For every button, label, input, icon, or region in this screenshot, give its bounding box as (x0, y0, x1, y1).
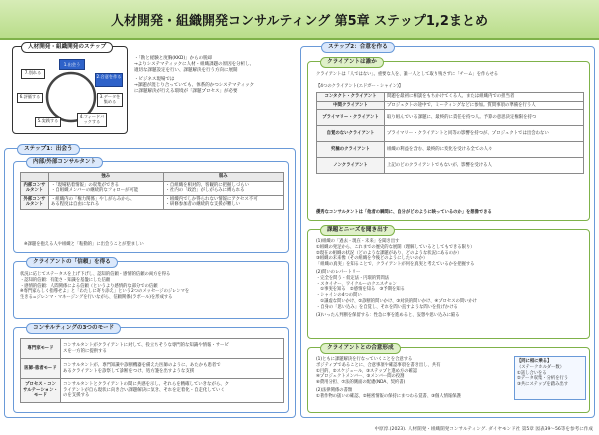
col-weakness: 弱み (163, 173, 283, 182)
client-type-3-label: プライマリー・クライアント (317, 110, 385, 126)
agreement-side-box (514, 356, 586, 400)
agreement-line-7: (2)法律関係の書類 (316, 387, 353, 393)
step2-panel (300, 46, 595, 418)
issues-line-11: ・シャインの4つの問い (316, 293, 362, 299)
agreement-side-sub: （ステークホルダー数） (517, 364, 565, 370)
client-type-1-text: 問題を最初に相談をもちかけてくる人。または組織内での担当者 (385, 93, 584, 102)
trust-line-2: ・認知的信頼：有能さ・知識を基盤にした信頼 (20, 277, 111, 283)
agreement-line-8: ①著作物の扱いの確認、②秘密情報の保持にまつわる覚書、③個人情報保護 (316, 393, 461, 399)
step-node-5: 5.実践する (35, 117, 61, 127)
trust-panel (13, 261, 289, 319)
internal-external-table (20, 172, 284, 210)
client-type-4-label: 自覚のないクライアント (317, 126, 385, 142)
note-line-5: →課題が混じり合っていても、体系的かつシステマティック (134, 83, 255, 89)
who-client-intro: クライアントは「人ではない」。重要な人を、誰一人として取り残さずに「チーム」を作らせる (316, 72, 499, 77)
issues-line-10: ①事実を知る ②感情を知る ③予期を知る (316, 287, 405, 293)
row1-weakness-1: ・自組織を相対的、客観的に把握しづらい (165, 182, 249, 188)
issues-line-5: 「組織の真実」を知ることで、クライアントが何を真実と考えているかを把握する (316, 262, 475, 268)
step-node-4: 4.フィードバックする (77, 113, 107, 127)
agreement-side-title: 【同に相に乗る】 (517, 359, 552, 364)
row2-weakness-2: ・研修参加者の継続的な支援が難しい (165, 202, 241, 208)
modes-chip: コンサルティングの3つのモード (26, 323, 121, 334)
client-type-4-text: プライマリー・クライアントと同等の影響を持つが、プロジェクトでは出会わない (385, 126, 584, 142)
client-type-6-text: 上記のどのクライアントでもないが、影響を受ける人 (385, 158, 584, 174)
who-client-sub: 【4つのクライアント(エドガー・シャイン)】 (316, 84, 404, 89)
agreement-line-3: ①目的、②スケジュール、③ステップと進め方の確認 (316, 368, 418, 374)
modes-table (20, 338, 284, 403)
step-node-2: 2.合意を作る (95, 73, 123, 87)
row1-weakness-2: ・社内の「政治」がしがらみに縛られる (165, 188, 245, 194)
steps-diagram-header: 人材開発・組織開発のステップ (21, 42, 113, 53)
agreement-line-5: ⑥費用分担、⑦法的側面の配慮(NDA、契約書) (316, 380, 406, 386)
mode-doctor-label: 医師-患者モード (21, 359, 61, 379)
client-type-2-text: プロジェクトの途中で、ミーティングなどに参加。質問事項の準備を行う人 (385, 101, 584, 110)
note-line-1: ・「勘と経験と度胸(KKD)」からの脱却 (134, 56, 213, 61)
note-line-2: →よりシステマティックに人材・組織課題の原因を分析し、 (134, 62, 255, 68)
trust-chip: クライアントの「信頼」を得る (26, 257, 118, 268)
modes-panel (13, 327, 289, 413)
issues-line-13: ・自身の「思い込み」を自覚し、それを問い直すような問いを投げかける (316, 304, 458, 310)
steps-diagram-panel (12, 46, 128, 134)
mode-expert-text-2: スを一方的に提供する (63, 348, 107, 354)
trust-line-3: ・感情的信頼：人間関係による信頼（というより感情的な部分での信頼 (20, 283, 158, 289)
mode-process-text-1: コンサルタントとクライアントの間に共感を示し、それらを精確していきながら、ク (63, 382, 230, 388)
row2-strength-2: ある程度は自由になれる (51, 202, 100, 208)
mode-process-text-2: ライアントが自ら現状に向き合い課題解決に気き、それを定着化・自走化していく (63, 387, 225, 393)
agreement-side-line-1: ①話し合いをる (517, 370, 547, 376)
note-line-3: 適切な課題設定を行い、課題解決を行う方向に展開 (134, 68, 238, 74)
who-client-closing: 優秀なコンサルタントは「他者の瞬間に、自分がどのように映っているのか」を想像できる (316, 210, 492, 215)
issues-line-7: (2)問いのレパートリー (316, 269, 361, 275)
row-internal-label: 内部コンサルタント (21, 181, 49, 195)
client-type-5-label: 究極のクライアント (317, 142, 385, 158)
internal-external-panel (13, 161, 289, 253)
step-node-7: 7.別れる (21, 69, 45, 79)
mode-doctor-text-2: あるクライアントを診察して診断をつけ、処方箋を出すような支援 (63, 368, 195, 374)
mode-process-label: プロセス・コンサルテーション・モード (21, 379, 61, 403)
step-node-1: 1.出会う (59, 59, 85, 70)
client-type-5-text: 組織の利益を含む、最終的に変化を受ける全ての人々 (385, 142, 584, 158)
page-title: 人材開発・組織開発コンサルティング 第5章 ステップ1,2まとめ (0, 0, 599, 40)
internal-external-chip: 内部/外部コンサルタント (26, 157, 103, 168)
agreement-side-line-3: ③共にステップを踏み出す (517, 382, 569, 388)
trust-line-5: 生きる=ジレンマ・マネージングを行いながら、信頼関係(ラポール)を形成する (20, 295, 173, 301)
trust-line-4: ※専門家らしく指導せよ」と「わたしに寄り添え」という2つのメッセージのジレンマを (20, 289, 190, 295)
source-footer: 中原淳.(2023). 人材開発・組織開発コンサルティング. ダイヤモンド社 第5章 図表39〜56等を参考に作成 (374, 427, 593, 432)
issues-line-3: ②現在の組織の状況（どのような課題があり、どのような状況にあるのか） (316, 250, 462, 256)
client-types-table (316, 92, 584, 174)
row1-strength-2: ・自組織メンバーの継続的なフォローが可能 (51, 188, 139, 194)
step1-panel (4, 148, 296, 418)
issues-line-9: ・スタイナー、ワイクルーのクエスチョン (316, 281, 397, 287)
trust-line-1: 状況に応じてステータスを上げ下げし、認知的信頼・感情的信頼の両方を得る (20, 272, 171, 277)
who-client-panel (307, 61, 590, 221)
note-line-6: に課題解決が行える環境が「課題プロセス」が必要 (134, 89, 238, 95)
note-line-4: ・ビジネス現場では (134, 77, 175, 83)
row2-weakness-1: ・組織内でしか得られない情報にアクセス不可 (165, 196, 258, 202)
client-type-1-label: コンタクト・クライアント (317, 93, 385, 102)
col-strength: 強み (49, 173, 164, 182)
row1-strength-1: ・「現場粘着情報」の収集ができる (51, 182, 120, 188)
issues-line-4: ③組織の未来像（その組織を今後どのようにしたいのか） (316, 256, 428, 262)
row2-strength-1: ・組織内の「権力関係」やしがらみから、 (51, 196, 135, 202)
issues-panel (307, 229, 590, 339)
mode-doctor-text-1: コンサルタントが、専門知識や診断機器を備えた医師のように、あたかも患者で (63, 362, 221, 368)
internal-external-note: ※課題を抱える人や組織と「粘動的」に出会うことが望ましい (24, 242, 144, 247)
agreement-line-4: ④プロジェクトメンバー、⑤メンバー間の役割 (316, 374, 405, 380)
issues-line-2: ①組織の発足から、これまでの歴史的な展開（理解しているとしてもできる限り） (316, 244, 475, 250)
mode-expert-text-1: コンサルタントがクライアントに対して、役立ちそうな専門的な知識や情報・サービ (63, 342, 229, 348)
issues-line-1: (1)組織の「過去・現在・未来」を聞き出す (316, 239, 400, 244)
issues-chip: 課題とニーズを聞き出す (320, 225, 395, 236)
client-type-3-text: 取り組んでいる課題に、最終的に責任を持つ人。予算の意思決定権限を持つ (385, 110, 584, 126)
agreement-line-2: ポジティブであることに、合意事項や確認事項を書き出し、共有 (316, 362, 441, 368)
agreement-side-line-2: ②データ収集・分析を行う (517, 376, 569, 382)
step-node-6: 6.評価する (17, 93, 43, 103)
intro-notes (134, 56, 294, 96)
step-node-3: 3.データを集める (97, 93, 123, 107)
mode-expert-label: 専門家モード (21, 339, 61, 359)
step1-chip: ステップ1：出会う (17, 144, 80, 155)
agreement-line-1: (1)ともに課題解決を行なっていくことを合意する (316, 357, 413, 362)
issues-line-8: ・完全を問う・仮定法・円環的質問法 (316, 275, 390, 281)
agreement-chip: クライアントとの合意形成 (320, 343, 401, 354)
mode-process-text-3: のを支援する (63, 393, 90, 399)
client-type-2-label: 中間クライアント (317, 101, 385, 110)
issues-line-15: (3)いったん判断を保留する：性急に事を進めると、妄想や思い込みに陥る (316, 312, 460, 318)
who-client-chip: クライアントは誰か (320, 57, 384, 68)
issues-line-12: ①謙虚な問いかけ、②診断的問いかけ、③対決的問いかけ、④プロセスの問いかけ (316, 298, 477, 304)
step2-chip: ステップ2：合意を作る (321, 42, 395, 53)
client-type-6-label: ノンクライアント (317, 158, 385, 174)
row-external-label: 外部コンサルタント (21, 195, 49, 209)
agreement-panel (307, 347, 590, 413)
